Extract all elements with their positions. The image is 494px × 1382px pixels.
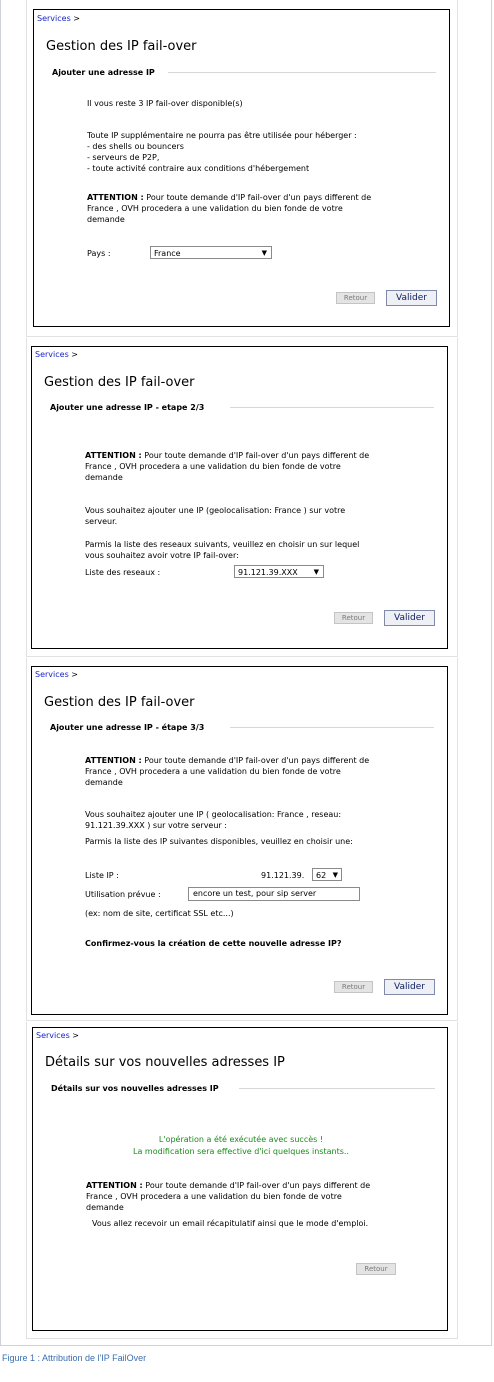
panel-step-4: [32, 1027, 448, 1331]
attention-notice: [86, 1180, 370, 1191]
breadcrumb-services-link[interactable]: Services: [35, 670, 69, 679]
attention-notice: [85, 450, 369, 461]
attention-notice: [85, 755, 369, 766]
breadcrumb: [35, 670, 78, 679]
network-select[interactable]: [234, 565, 324, 578]
attention-label: ATTENTION :: [87, 193, 144, 202]
screenshot-step-3: [26, 658, 458, 1021]
back-button[interactable]: Retour: [336, 292, 375, 304]
submit-button[interactable]: Valider: [384, 979, 435, 995]
screenshot-step-4: [26, 1022, 458, 1339]
attention-line: Pour toute demande d'IP fail-over d'un pays different de: [141, 451, 370, 460]
attention-line: Pour toute demande d'IP fail-over d'un pays different de: [143, 193, 372, 202]
figure-divider: [0, 1345, 491, 1346]
breadcrumb-services-link[interactable]: Services: [36, 1031, 70, 1040]
email-note: Vous allez recevoir un email récapitulatif ainsi que le mode d'emploi.: [92, 1219, 369, 1228]
section-divider: [168, 72, 436, 73]
usage-hint: (ex: nom de site, certificat SSL etc...): [85, 909, 234, 918]
restrictions-intro: Toute IP supplémentaire ne pourra pas être utilisée pour héberger :: [87, 131, 357, 140]
attention-line: France , OVH procedera a une validation du bien fonde de votre: [86, 1192, 342, 1201]
attention-label: ATTENTION :: [86, 1181, 143, 1190]
submit-button[interactable]: Valider: [386, 290, 437, 306]
panel-step-2: [31, 346, 448, 649]
wish-text: 91.121.39.XXX ) sur votre serveur :: [85, 821, 227, 830]
attention-line: France , OVH procedera a une validation du bien fonde de votre: [85, 767, 341, 776]
page-title: Gestion des IP fail-over: [44, 375, 195, 390]
wish-text: Vous souhaitez ajouter une IP ( geolocalisation: France , reseau:: [85, 810, 342, 819]
choose-ip-text: Parmis la liste des IP suivantes disponibles, veuillez en choisir une:: [85, 837, 353, 846]
breadcrumb-services-link[interactable]: Services: [35, 350, 69, 359]
country-label: Pays :: [87, 249, 111, 258]
back-button[interactable]: Retour: [334, 981, 373, 993]
wish-text: Vous souhaitez ajouter une IP (geolocalisation: France ) sur votre: [85, 506, 346, 515]
attention-line: Pour toute demande d'IP fail-over d'un pays different de: [141, 756, 370, 765]
breadcrumb: [37, 14, 80, 23]
panel-step-1: [33, 9, 450, 327]
restriction-item: - toute activité contraire aux conditions d'hébergement: [87, 164, 310, 173]
chevron-down-icon: ▼: [332, 871, 338, 879]
page-title: Gestion des IP fail-over: [46, 39, 197, 54]
attention-label: ATTENTION :: [85, 451, 142, 460]
breadcrumb-separator: >: [71, 670, 78, 679]
choose-network-text: Parmis la liste des reseaux suivants, veuillez en choisir un sur lequel: [85, 540, 360, 549]
breadcrumb-services-link[interactable]: Services: [37, 14, 71, 23]
panel-step-3: [31, 666, 448, 1015]
ip-label: Liste IP :: [85, 871, 119, 880]
chevron-down-icon: ▼: [313, 568, 319, 576]
attention-line: demande: [85, 778, 123, 787]
restriction-item: - serveurs de P2P,: [87, 153, 160, 162]
ip-select-value: 62: [316, 871, 327, 880]
attention-line: demande: [87, 215, 125, 224]
wish-text: serveur.: [85, 517, 118, 526]
ip-select[interactable]: [312, 868, 342, 881]
screenshot-step-1: [26, 0, 458, 337]
figure-caption: Figure 1 : Attribution de l'IP FailOver: [2, 1353, 147, 1363]
confirm-text: Confirmez-vous la création de cette nouvelle adresse IP?: [85, 939, 342, 948]
attention-line: demande: [86, 1203, 124, 1212]
page-title: Gestion des IP fail-over: [44, 695, 195, 710]
usage-label: Utilisation prévue :: [85, 890, 161, 899]
attention-label: ATTENTION :: [85, 756, 142, 765]
country-select[interactable]: [150, 246, 272, 259]
ip-prefix: 91.121.39.: [261, 871, 305, 880]
breadcrumb: [35, 350, 78, 359]
success-message: L'opération a été exécutée avec succès !: [158, 1135, 324, 1144]
breadcrumb: [36, 1031, 79, 1040]
breadcrumb-separator: >: [71, 350, 78, 359]
remaining-ip-text: Il vous reste 3 IP fail-over disponible(s): [87, 99, 243, 108]
section-title: Détails sur vos nouvelles adresses IP: [51, 1084, 219, 1093]
attention-notice: [87, 192, 371, 203]
network-label: Liste des reseaux :: [85, 568, 161, 577]
screenshot-step-2: [26, 338, 458, 657]
success-message: La modification sera effective d'ici quelques instants..: [133, 1147, 349, 1156]
chevron-down-icon: ▼: [261, 249, 267, 257]
breadcrumb-separator: >: [73, 14, 80, 23]
attention-line: demande: [85, 473, 123, 482]
submit-button[interactable]: Valider: [384, 610, 435, 626]
back-button[interactable]: Retour: [356, 1263, 396, 1275]
back-button[interactable]: Retour: [334, 612, 373, 624]
section-divider: [239, 1088, 435, 1089]
attention-line: France , OVH procedera a une validation du bien fonde de votre: [85, 462, 341, 471]
restriction-item: - des shells ou bouncers: [87, 142, 184, 151]
attention-line: France , OVH procedera a une validation du bien fonde de votre: [87, 204, 343, 213]
section-divider: [230, 407, 434, 408]
country-select-value: France: [154, 249, 181, 258]
breadcrumb-separator: >: [72, 1031, 79, 1040]
usage-input[interactable]: encore un test, pour sip server: [188, 887, 360, 901]
section-title: Ajouter une adresse IP - étape 3/3: [50, 723, 205, 732]
confirm-question: [85, 938, 342, 949]
network-select-value: 91.121.39.XXX: [238, 568, 298, 577]
section-title: Ajouter une adresse IP: [52, 68, 155, 77]
attention-line: Pour toute demande d'IP fail-over d'un pays different de: [142, 1181, 371, 1190]
section-divider: [230, 727, 434, 728]
page-title: Détails sur vos nouvelles adresses IP: [45, 1055, 285, 1070]
choose-network-text: vous souhaitez avoir votre IP fail-over:: [85, 551, 239, 560]
section-title: Ajouter une adresse IP - etape 2/3: [50, 403, 205, 412]
